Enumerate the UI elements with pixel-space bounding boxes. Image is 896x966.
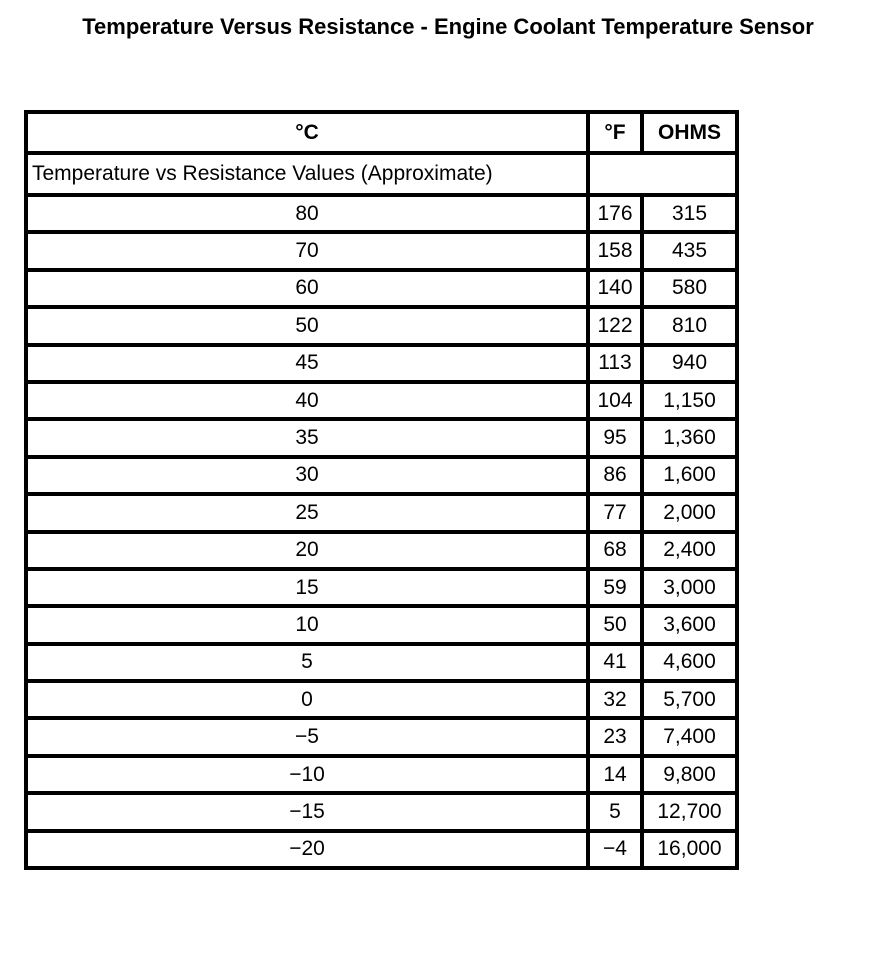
- table-row: [26, 494, 737, 531]
- ohms-cell: 2,400: [642, 532, 737, 569]
- fahrenheit-cell: 41: [588, 644, 642, 681]
- celsius-cell: 45: [26, 345, 588, 382]
- table-row: [26, 793, 737, 830]
- fahrenheit-cell: 122: [588, 307, 642, 344]
- ohms-cell: 435: [642, 232, 737, 269]
- page-title: Temperature Versus Resistance - Engine Coolant Temperature Sensor: [82, 14, 814, 39]
- table-note-row: [26, 153, 737, 195]
- celsius-cell: 40: [26, 382, 588, 419]
- ohms-cell: 580: [642, 270, 737, 307]
- table-row: [26, 382, 737, 419]
- celsius-cell: 80: [26, 195, 588, 232]
- ohms-cell: 3,600: [642, 606, 737, 643]
- fahrenheit-cell: 113: [588, 345, 642, 382]
- celsius-cell: 50: [26, 307, 588, 344]
- fahrenheit-cell: 32: [588, 681, 642, 718]
- ohms-cell: 5,700: [642, 681, 737, 718]
- table-row: [26, 644, 737, 681]
- table-row: [26, 270, 737, 307]
- table-note: Temperature vs Resistance Values (Approximate): [26, 153, 588, 195]
- header-celsius: °C: [26, 112, 588, 153]
- fahrenheit-cell: 23: [588, 718, 642, 755]
- ohms-cell: 1,600: [642, 457, 737, 494]
- fahrenheit-cell: 158: [588, 232, 642, 269]
- fahrenheit-cell: 14: [588, 756, 642, 793]
- ohms-cell: 940: [642, 345, 737, 382]
- header-ohms: OHMS: [642, 112, 737, 153]
- table-row: [26, 345, 737, 382]
- table-row: [26, 756, 737, 793]
- fahrenheit-cell: 59: [588, 569, 642, 606]
- table-row: [26, 681, 737, 718]
- header-fahrenheit: °F: [588, 112, 642, 153]
- fahrenheit-cell: 50: [588, 606, 642, 643]
- celsius-cell: 35: [26, 419, 588, 456]
- celsius-cell: 20: [26, 532, 588, 569]
- ohms-cell: 1,150: [642, 382, 737, 419]
- table-row: [26, 232, 737, 269]
- celsius-cell: −15: [26, 793, 588, 830]
- table-body: [26, 195, 737, 868]
- table-row: [26, 532, 737, 569]
- celsius-cell: 30: [26, 457, 588, 494]
- celsius-cell: −20: [26, 831, 588, 868]
- fahrenheit-cell: 5: [588, 793, 642, 830]
- fahrenheit-cell: 104: [588, 382, 642, 419]
- table-note-empty-cell: [588, 153, 737, 195]
- fahrenheit-cell: 95: [588, 419, 642, 456]
- ohms-cell: 1,360: [642, 419, 737, 456]
- ohms-cell: 12,700: [642, 793, 737, 830]
- ohms-cell: 9,800: [642, 756, 737, 793]
- fahrenheit-cell: 77: [588, 494, 642, 531]
- celsius-cell: −10: [26, 756, 588, 793]
- celsius-cell: 70: [26, 232, 588, 269]
- table-row: [26, 718, 737, 755]
- table-row: [26, 457, 737, 494]
- fahrenheit-cell: 68: [588, 532, 642, 569]
- table-row: [26, 195, 737, 232]
- celsius-cell: −5: [26, 718, 588, 755]
- table-row: [26, 606, 737, 643]
- ohms-cell: 4,600: [642, 644, 737, 681]
- ohms-cell: 810: [642, 307, 737, 344]
- celsius-cell: 10: [26, 606, 588, 643]
- table-row: [26, 307, 737, 344]
- table-row: [26, 569, 737, 606]
- fahrenheit-cell: −4: [588, 831, 642, 868]
- ohms-cell: 315: [642, 195, 737, 232]
- ohms-cell: 7,400: [642, 718, 737, 755]
- celsius-cell: 15: [26, 569, 588, 606]
- fahrenheit-cell: 86: [588, 457, 642, 494]
- celsius-cell: 5: [26, 644, 588, 681]
- fahrenheit-cell: 140: [588, 270, 642, 307]
- ohms-cell: 2,000: [642, 494, 737, 531]
- ohms-cell: 16,000: [642, 831, 737, 868]
- table-header-row: [26, 112, 737, 153]
- celsius-cell: 60: [26, 270, 588, 307]
- ohms-cell: 3,000: [642, 569, 737, 606]
- celsius-cell: 25: [26, 494, 588, 531]
- temperature-resistance-table: [24, 110, 739, 870]
- celsius-cell: 0: [26, 681, 588, 718]
- fahrenheit-cell: 176: [588, 195, 642, 232]
- table-row: [26, 419, 737, 456]
- table-row: [26, 831, 737, 868]
